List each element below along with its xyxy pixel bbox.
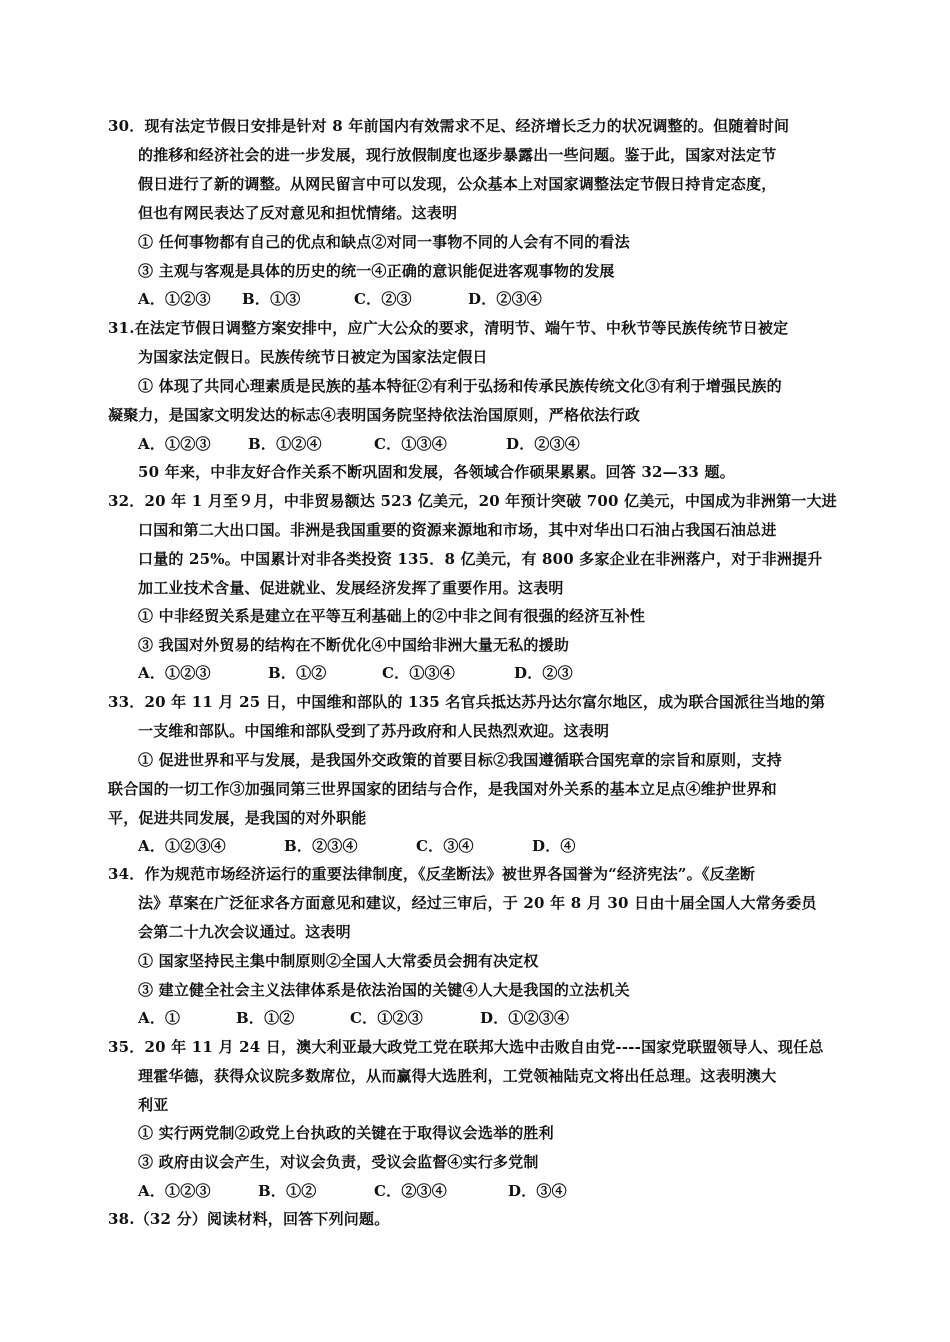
- question-31-line-2: 为国家法定假日。民族传统节日被定为国家法定假日: [138, 348, 488, 366]
- question-38-heading: 38.（32 分）阅读材料，回答下列问题。: [108, 1210, 390, 1228]
- question-30-statement-1: ① 任何事物都有自己的优点和缺点②对同一事物不同的人会有不同的看法: [138, 233, 630, 251]
- question-35-line-1: 35．20 年 11 月 24 日，澳大利亚最大政党工党在联邦大选中击败自由党----国家党联盟领导人、现任总: [108, 1038, 824, 1056]
- question-30-line-4: 但也有网民表达了反对意见和担忧情绪。这表明: [138, 204, 458, 222]
- option-d: D．②③④: [506, 435, 581, 453]
- option-b: B．①②④: [248, 435, 322, 453]
- option-a: A．①②③④: [138, 837, 226, 855]
- question-33-options: [138, 836, 576, 856]
- passage-intro-line: 50 年来，中非友好合作关系不断巩固和发展，各领域合作硕果累累。回答 32—33 题。: [138, 463, 735, 481]
- question-30-statement-2: ③ 主观与客观是具体的历史的统一④正确的意识能促进客观事物的发展: [138, 262, 615, 280]
- question-34-options: [138, 1008, 569, 1028]
- question-33-line-5: 平，促进共同发展，是我国的对外职能: [108, 809, 367, 827]
- question-31-line-3: ① 体现了共同心理素质是民族的基本特征②有利于弘扬和传承民族传统文化③有利于增强民族的: [138, 377, 782, 395]
- question-33-line-4: 联合国的一切工作③加强同第三世界国家的团结与合作，是我国对外关系的基本立足点④维护世界和: [108, 780, 777, 798]
- question-34-line-3: 会第二十九次会议通过。这表明: [138, 923, 351, 941]
- option-a: A．①②③: [138, 664, 211, 682]
- option-b: B．①②: [258, 1182, 317, 1200]
- option-a: A．①: [138, 1009, 181, 1027]
- question-33-line-1: 33．20 年 11 月 25 日，中国维和部队的 135 名官兵抵达苏丹达尔富尔地区，成为联合国派往当地的第: [108, 693, 826, 711]
- option-b: B．①②: [236, 1009, 295, 1027]
- option-d: D．④: [532, 837, 576, 855]
- option-b: B．②③④: [284, 837, 358, 855]
- question-30-line-1: 30．现有法定节假日安排是针对 8 年前国内有效需求不足、经济增长乏力的状况调整的。但随着时间: [108, 117, 790, 135]
- option-a: A．①②③: [138, 1182, 211, 1200]
- question-30-line-2: 的推移和经济社会的进一步发展，现行放假制度也逐步暴露出一些问题。鉴于此，国家对法定节: [138, 146, 777, 164]
- option-a: A．①②③: [138, 290, 211, 308]
- option-c: C．①③④: [382, 664, 455, 682]
- option-c: C．②③: [354, 290, 412, 308]
- question-32-line-2: 口国和第二大出口国。非洲是我国重要的资源来源地和市场，其中对华出口石油占我国石油总进: [138, 521, 777, 539]
- question-32-options: [138, 663, 573, 683]
- question-31-line-1: 31.在法定节假日调整方案安排中，应广大公众的要求，清明节、端午节、中秋节等民族传统节日被定: [108, 319, 789, 337]
- option-c: C．①③④: [374, 435, 447, 453]
- question-30-line-3: 假日进行了新的调整。从网民留言中可以发现，公众基本上对国家调整法定节假日持肯定态度，: [138, 175, 777, 193]
- option-b: B．①②: [268, 664, 327, 682]
- question-31-options: [138, 434, 580, 454]
- option-d: D．③④: [508, 1182, 567, 1200]
- question-34-statement-2: ③ 建立健全社会主义法律体系是依法治国的关键④人大是我国的立法机关: [138, 981, 630, 999]
- option-c: C．①②③: [350, 1009, 423, 1027]
- question-32-line-4: 加工业技术含量、促进就业、发展经济发挥了重要作用。这表明: [138, 579, 564, 597]
- question-35-line-3: 利亚: [138, 1096, 169, 1114]
- option-b: B．①③: [242, 290, 301, 308]
- question-34-statement-1: ① 国家坚持民主集中制原则②全国人大常委员会拥有决定权: [138, 952, 539, 970]
- question-35-statement-1: ① 实行两党制②政党上台执政的关键在于取得议会选举的胜利: [138, 1124, 554, 1142]
- question-34-line-2: 法》草案在广泛征求各方面意见和建议，经过三审后，于 20 年 8 月 30 日由十届全国人大常务委员: [138, 894, 817, 912]
- option-d: D．②③④: [468, 290, 543, 308]
- option-c: C．③④: [416, 837, 474, 855]
- option-d: D．①②③④: [480, 1009, 570, 1027]
- question-35-line-2: 理霍华德，获得众议院多数席位，从而赢得大选胜利，工党领袖陆克文将出任总理。这表明澳大: [138, 1067, 777, 1085]
- question-32-statement-1: ① 中非经贸关系是建立在平等互利基础上的②中非之间有很强的经济互补性: [138, 607, 646, 625]
- question-32-line-1: 32．20 年 1 月至９月，中非贸易额达 523 亿美元，20 年预计突破 700 亿美元，中国成为非洲第一大进: [108, 492, 837, 510]
- question-34-line-1: 34．作为规范市场经济运行的重要法律制度，《反垄断法》被世界各国誉为“经济宪法”。《反垄断: [108, 865, 756, 883]
- question-35-options: [138, 1181, 567, 1201]
- option-d: D．②③: [514, 664, 573, 682]
- option-a: A．①②③: [138, 435, 211, 453]
- question-32-line-3: 口量的 25%。中国累计对非各类投资 135．8 亿美元，有 800 多家企业在非洲落户，对于非洲提升: [138, 550, 823, 568]
- question-30-options: [138, 289, 542, 309]
- question-31-line-4: 凝聚力，是国家文明发达的标志④表明国务院坚持依法治国原则，严格依法行政: [108, 406, 641, 424]
- option-c: C．②③④: [374, 1182, 447, 1200]
- question-32-statement-2: ③ 我国对外贸易的结构在不断优化④中国给非洲大量无私的援助: [138, 636, 570, 654]
- question-33-line-3: ① 促进世界和平与发展，是我国外交政策的首要目标②我国遵循联合国宪章的宗旨和原则，支持: [138, 751, 782, 769]
- question-33-line-2: 一支维和部队。中国维和部队受到了苏丹政府和人民热烈欢迎。这表明: [138, 722, 610, 740]
- question-35-statement-2: ③ 政府由议会产生，对议会负责，受议会监督④实行多党制: [138, 1153, 539, 1171]
